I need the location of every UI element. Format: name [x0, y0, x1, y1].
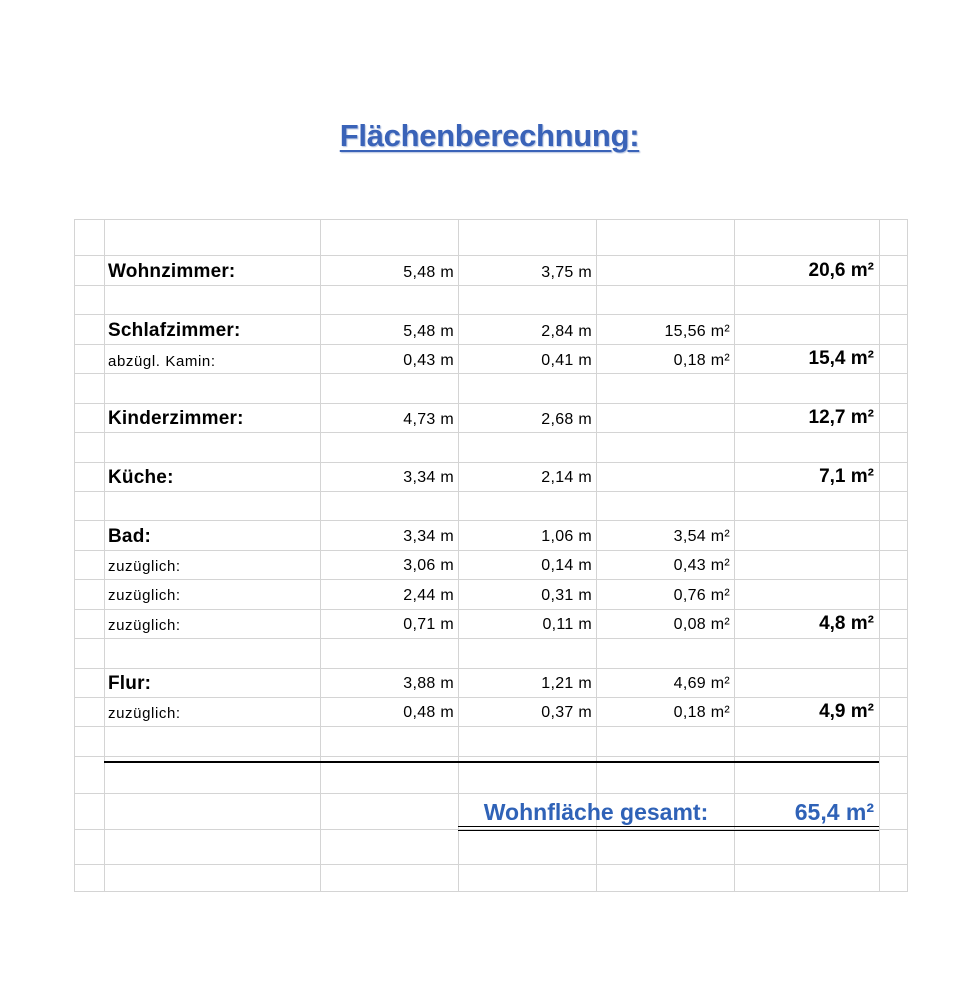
sub-area-value: 0,76 m² — [673, 587, 730, 604]
grid-column-line — [879, 220, 880, 891]
page-title: Flächenberechnung: — [339, 118, 640, 153]
width-value: 2,68 m — [541, 411, 592, 428]
width-value: 0,37 m — [541, 704, 592, 721]
sub-area-value: 15,56 m² — [664, 323, 730, 340]
grid-row-line — [75, 793, 907, 794]
sub-area-value: 0,43 m² — [673, 557, 730, 574]
summary-label: Wohnfläche gesamt: — [483, 799, 709, 825]
room-label-wohnzimmer: Wohnzimmer: — [108, 261, 236, 282]
length-value: 2,44 m — [403, 587, 454, 604]
grid-column-line — [320, 220, 321, 891]
grid-row-line — [75, 550, 907, 551]
length-value: 3,34 m — [403, 469, 454, 486]
length-value: 3,06 m — [403, 557, 454, 574]
sub-area-value: 0,18 m² — [673, 704, 730, 721]
grid-row-line — [75, 756, 907, 757]
addition-label: zuzüglich: — [108, 558, 181, 575]
room-total: 4,9 m² — [819, 701, 874, 722]
grid-column-line — [734, 220, 735, 891]
grid-row-line — [75, 697, 907, 698]
room-total: 4,8 m² — [819, 613, 874, 634]
summary-value: 65,4 m² — [794, 799, 874, 825]
width-value: 1,21 m — [541, 675, 592, 692]
room-total: 12,7 m² — [808, 407, 874, 428]
grid-column-line — [104, 220, 105, 891]
width-value: 0,31 m — [541, 587, 592, 604]
length-value: 4,73 m — [403, 411, 454, 428]
room-label-flur: Flur: — [108, 673, 152, 694]
length-value: 5,48 m — [403, 323, 454, 340]
width-value: 0,14 m — [541, 557, 592, 574]
grid-row-line — [75, 403, 907, 404]
grid-row-line — [75, 255, 907, 256]
sub-area-value: 0,18 m² — [673, 352, 730, 369]
width-value: 0,41 m — [541, 352, 592, 369]
room-label-kueche: Küche: — [108, 467, 174, 488]
grid-column-line — [596, 220, 597, 891]
room-total: 15,4 m² — [808, 348, 874, 369]
grid-column-line — [458, 220, 459, 891]
width-value: 1,06 m — [541, 528, 592, 545]
room-label-bad: Bad: — [108, 526, 152, 547]
grid-row-line — [75, 864, 907, 865]
grid-row-line — [75, 491, 907, 492]
grid-row-line — [75, 609, 907, 610]
room-total: 7,1 m² — [819, 466, 874, 487]
sub-area-value: 3,54 m² — [673, 528, 730, 545]
room-total: 20,6 m² — [808, 260, 874, 281]
grid-row-line — [75, 344, 907, 345]
grid-row-line — [75, 638, 907, 639]
grid-row-line — [75, 579, 907, 580]
grid-row-line — [75, 462, 907, 463]
grid-row-line — [75, 285, 907, 286]
separator-line — [104, 761, 879, 763]
width-value: 3,75 m — [541, 264, 592, 281]
length-value: 0,43 m — [403, 352, 454, 369]
grid-row-line — [75, 314, 907, 315]
grid-row-line — [75, 726, 907, 727]
length-value: 0,71 m — [403, 616, 454, 633]
length-value: 0,48 m — [403, 704, 454, 721]
length-value: 5,48 m — [403, 264, 454, 281]
length-value: 3,34 m — [403, 528, 454, 545]
double-underline — [458, 826, 879, 831]
deduction-label-kamin: abzügl. Kamin: — [108, 353, 216, 370]
addition-label: zuzüglich: — [108, 705, 181, 722]
width-value: 0,11 m — [542, 616, 592, 633]
grid-row-line — [75, 668, 907, 669]
room-label-schlafzimmer: Schlafzimmer: — [108, 320, 241, 341]
width-value: 2,84 m — [541, 323, 592, 340]
grid-row-line — [75, 432, 907, 433]
grid-row-line — [75, 373, 907, 374]
addition-label: zuzüglich: — [108, 617, 181, 634]
length-value: 3,88 m — [403, 675, 454, 692]
sub-area-value: 4,69 m² — [673, 675, 730, 692]
sub-area-value: 0,08 m² — [673, 616, 730, 633]
width-value: 2,14 m — [541, 469, 592, 486]
room-label-kinderzimmer: Kinderzimmer: — [108, 408, 244, 429]
grid-row-line — [75, 520, 907, 521]
addition-label: zuzüglich: — [108, 587, 181, 604]
